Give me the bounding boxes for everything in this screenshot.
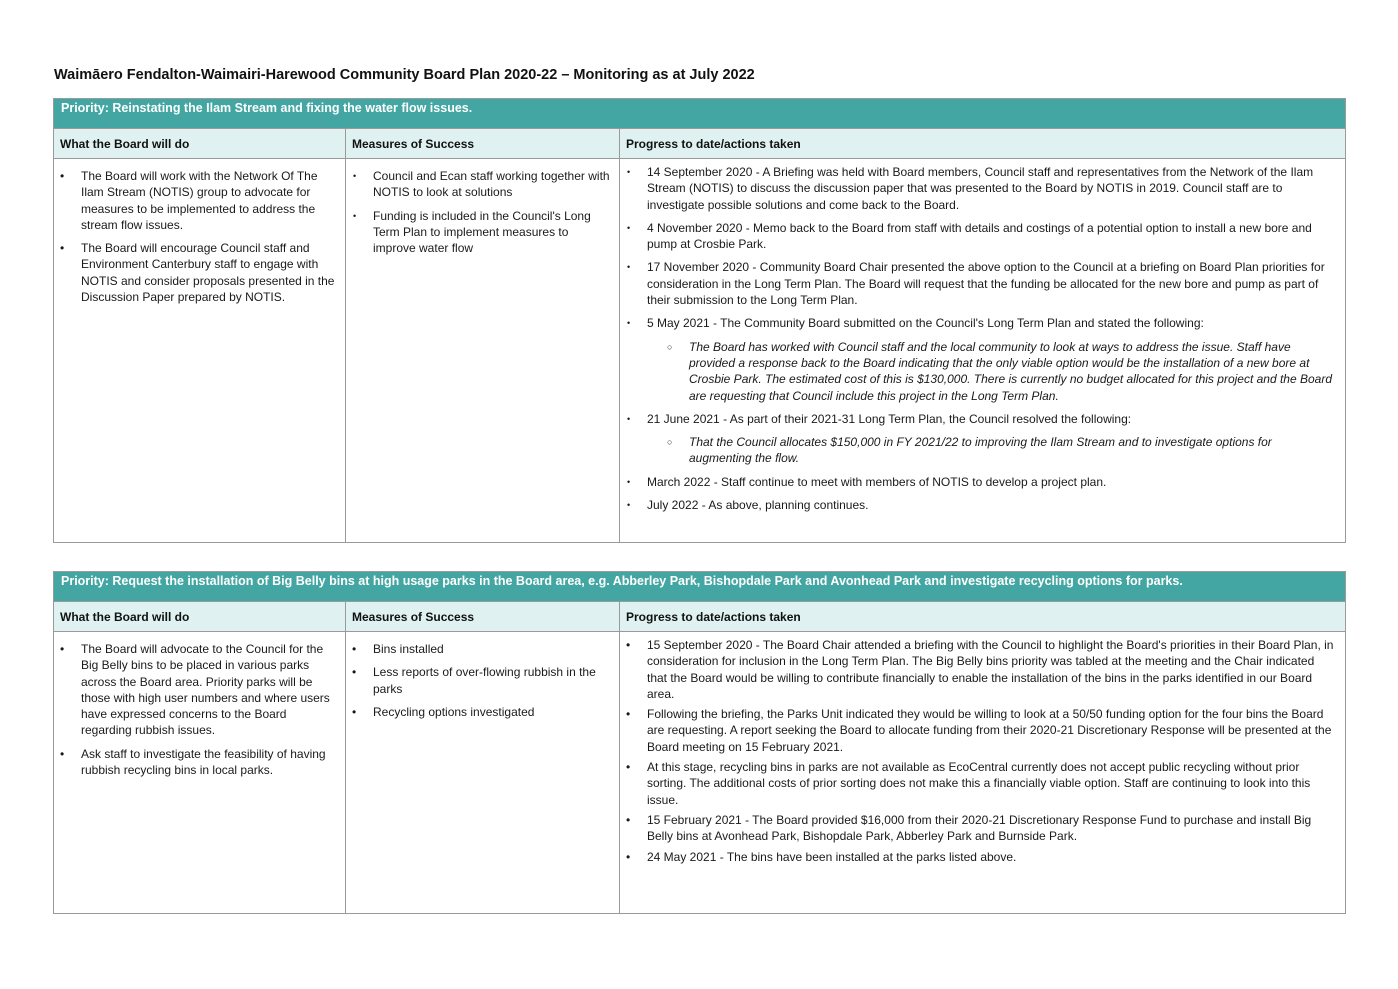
will-do-list <box>54 641 337 778</box>
list-item: • 24 May 2021 - The bins have been installed at the parks listed above. <box>620 849 1337 865</box>
progress-list <box>620 637 1337 865</box>
sub-list <box>647 339 1337 404</box>
column-header-row <box>54 128 1345 159</box>
list-item: • The Board will work with the Network Of The Ilam Stream (NOTIS) group to advocate for measures to be implemented to address the stream flow issues. <box>54 168 337 233</box>
will-do-cell <box>54 159 346 542</box>
priority-heading: Priority: Request the installation of Big Belly bins at high usage parks in the Board area, e.g. Abberley Park, Bishopdale Park and Avonhead Park and investigate recycling options for parks. <box>54 572 1345 601</box>
list-item: • 17 November 2020 - Community Board Chair presented the above option to the Council at a briefing on Board Plan priorities for consideration in the Long Term Plan. The Board will request that the funding be allocated for the new bore and pump as part of their submission to the Long Term Plan. <box>620 259 1337 308</box>
priority-table-big-belly-bins <box>53 571 1346 914</box>
sub-list-item: ○ The Board has worked with Council staff and the local community to look at ways to address the issue. Staff have provided a response back to the Board indicating that the only viable option would be the installation of a new bore at Crosbie Park. The estimated cost of this is $130,000. There is currently no budget allocated for this project and the Board are requesting that Council include this project in the Long Term Plan. <box>647 339 1337 404</box>
list-item: • 4 November 2020 - Memo back to the Board from staff with details and costings of a potential option to install a new bore and pump at Crosbie Park. <box>620 220 1337 253</box>
progress-list <box>620 164 1337 513</box>
list-item-text: 21 June 2021 - As part of their 2021-31 Long Term Plan, the Council resolved the following: <box>647 411 1132 426</box>
document-title: Waimāero Fendalton-Waimairi-Harewood Community Board Plan 2020-22 – Monitoring as at July 2022 <box>54 67 755 83</box>
measures-list <box>346 168 611 256</box>
list-item: • Following the briefing, the Parks Unit indicated they would be willing to look at a 50/50 funding option for the four bins the Board are requesting. A report seeking the Board to allocate funding from their 2020-21 Discretionary Response will be presented at the Board meeting on 15 February 2021. <box>620 706 1337 755</box>
list-item-text: 5 May 2021 - The Community Board submitted on the Council's Long Term Plan and stated the following: <box>647 316 1204 331</box>
list-item: • Recycling options investigated <box>346 704 611 720</box>
body-row <box>54 159 1345 542</box>
header-measures-of-success: Measures of Success <box>346 129 620 158</box>
list-item <box>620 411 1337 467</box>
sub-list <box>647 434 1337 467</box>
measures-cell <box>346 159 620 542</box>
body-row <box>54 632 1345 913</box>
measures-list <box>346 641 611 720</box>
list-item: • 15 February 2021 - The Board provided $16,000 from their 2020-21 Discretionary Response Fund to purchase and install Big Belly bins at Avonhead Park, Bishopdale Park, Abberley Park and Burnside Park. <box>620 812 1337 845</box>
priority-heading: Priority: Reinstating the Ilam Stream and fixing the water flow issues. <box>54 99 1345 128</box>
progress-cell <box>620 632 1345 913</box>
column-header-row <box>54 601 1345 632</box>
will-do-cell <box>54 632 346 913</box>
will-do-list <box>54 168 337 305</box>
progress-cell <box>620 159 1345 542</box>
list-item: • 14 September 2020 - A Briefing was held with Board members, Council staff and representatives from the Network of the Ilam Stream (NOTIS) to discuss the discussion paper that was presented to the Board by NOTIS in 2019. Council staff are to investigate possible solutions and come back to the Board. <box>620 164 1337 213</box>
list-item: • Funding is included in the Council's Long Term Plan to implement measures to improve water flow <box>346 208 611 257</box>
list-item: • March 2022 - Staff continue to meet with members of NOTIS to develop a project plan. <box>620 474 1337 490</box>
header-measures-of-success: Measures of Success <box>346 602 620 631</box>
list-item: • 15 September 2020 - The Board Chair attended a briefing with the Council to highlight the Board's priorities in their Board Plan, in consideration for inclusion in the Long Term Plan. The Big Belly bins priority was tabled at the meeting and the Chair indicated that the Board would be willing to contribute financially to enable the installation of the bins in the parks identified in our Board area. <box>620 637 1337 702</box>
list-item: • Less reports of over-flowing rubbish in the parks <box>346 664 611 697</box>
list-item: • The Board will encourage Council staff and Environment Canterbury staff to engage with NOTIS and consider proposals presented in the Discussion Paper prepared by NOTIS. <box>54 240 337 305</box>
list-item: • Bins installed <box>346 641 611 657</box>
list-item: • July 2022 - As above, planning continues. <box>620 497 1337 513</box>
list-item: • The Board will advocate to the Council for the Big Belly bins to be placed in various parks across the Board area. Priority parks will be those with high user numbers and where users have expressed concerns to the Board regarding rubbish issues. <box>54 641 337 739</box>
sub-list-item: ○ That the Council allocates $150,000 in FY 2021/22 to improving the Ilam Stream and to investigate options for augmenting the flow. <box>647 434 1337 467</box>
list-item: • Council and Ecan staff working together with NOTIS to look at solutions <box>346 168 611 201</box>
list-item: • Ask staff to investigate the feasibility of having rubbish recycling bins in local parks. <box>54 746 337 779</box>
list-item: • At this stage, recycling bins in parks are not available as EcoCentral currently does not accept public recycling without prior sorting. The additional costs of prior sorting does not make this a financially viable option. Staff are continuing to look into this issue. <box>620 759 1337 808</box>
measures-cell <box>346 632 620 913</box>
header-what-board-will-do: What the Board will do <box>54 602 346 631</box>
list-item <box>620 315 1337 403</box>
header-progress: Progress to date/actions taken <box>626 137 801 151</box>
priority-table-ilam-stream <box>53 98 1346 543</box>
header-what-board-will-do: What the Board will do <box>54 129 346 158</box>
header-progress: Progress to date/actions taken <box>626 610 801 624</box>
